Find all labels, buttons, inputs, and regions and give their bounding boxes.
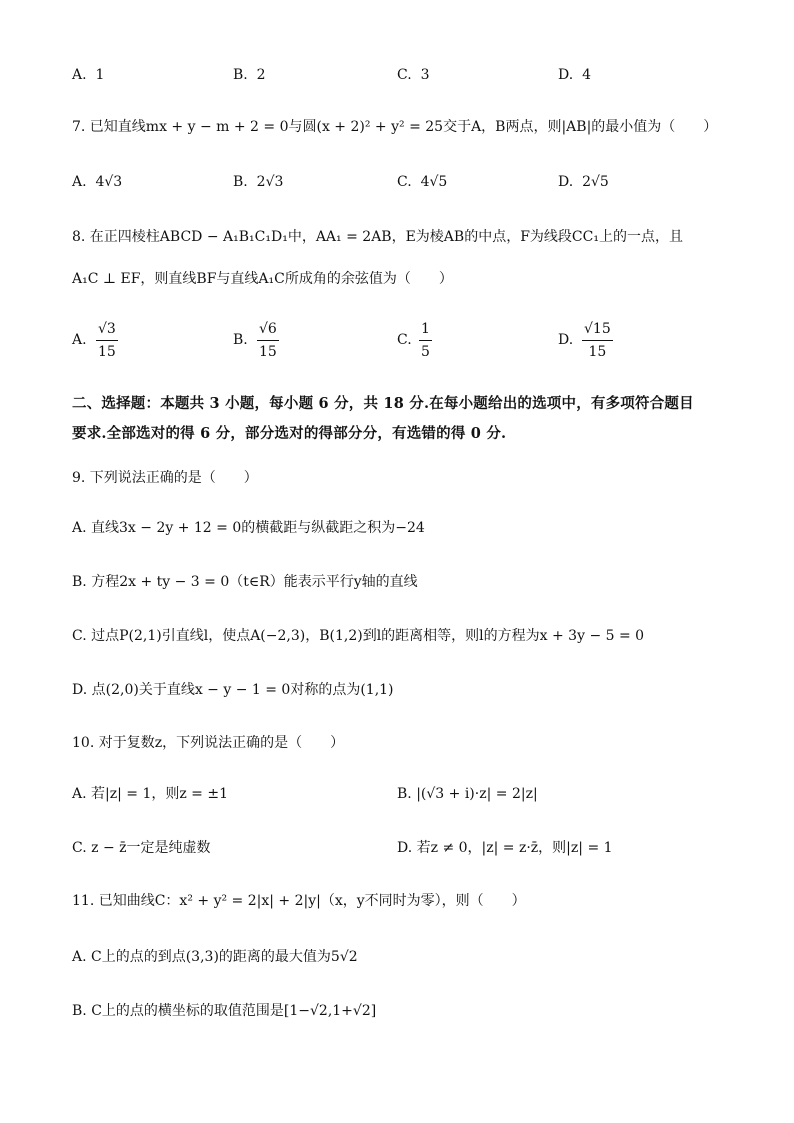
- q7-option-d: D. 2√5: [558, 174, 609, 190]
- q6-option-d: D. 4: [558, 67, 592, 83]
- q8-stem-line2: A₁C ⊥ EF，则直线BF与直线A₁C所成角的余弦值为（ ）: [72, 271, 453, 287]
- fraction: $\frac{√15}{15}$: [584, 321, 611, 360]
- q10-option-b: B. |(√3 + i)·z| = 2|z|: [397, 786, 538, 802]
- q9-option-d: D. 点(2,0)关于直线x − y − 1 = 0对称的点为(1,1): [72, 682, 394, 698]
- section-heading-line2: 要求.全部选对的得 6 分，部分选对的得部分分，有选错的得 0 分.: [72, 425, 507, 442]
- q8-option-c: C. $\frac{1}{5}$: [397, 321, 430, 360]
- q11-stem: 11. 已知曲线C：x² + y² = 2|x| + 2|y|（x，y不同时为零），则（ ）: [72, 893, 526, 909]
- fraction: $\frac{√3}{15}$: [98, 321, 116, 360]
- q8-option-b: B. $\frac{√6}{15}$: [233, 321, 277, 360]
- q10-option-c: C. z − z̄一定是纯虚数: [72, 840, 211, 856]
- q7-stem: 7. 已知直线mx + y − m + 2 = 0与圆(x + 2)² + y² = 25交于A，B两点，则|AB|的最小值为（ ）: [72, 119, 718, 135]
- q7-option-a: A. 4√3: [72, 174, 123, 190]
- q8-option-a: A. $\frac{√3}{15}$: [72, 321, 116, 360]
- q9-option-a: A. 直线3x − 2y + 12 = 0的横截距与纵截距之积为−24: [72, 520, 425, 536]
- q11-option-b: B. C上的点的横坐标的取值范围是[1−√2,1+√2]: [72, 1003, 377, 1019]
- q10-stem: 10. 对于复数z，下列说法正确的是（ ）: [72, 735, 345, 751]
- q11-option-a: A. C上的点的到点(3,3)的距离的最大值为5√2: [72, 949, 358, 965]
- q7-option-c: C. 4√5: [397, 174, 448, 190]
- q10-option-d: D. 若z ≠ 0，|z| = z·z̄，则|z| = 1: [397, 840, 613, 856]
- q6-option-c: C. 3: [397, 67, 430, 83]
- q7-option-b: B. 2√3: [233, 174, 284, 190]
- q6-option-b: B. 2: [233, 67, 266, 83]
- q9-option-b: B. 方程2x + ty − 3 = 0（t∈R）能表示平行y轴的直线: [72, 574, 418, 590]
- q8-option-d: D. $\frac{√15}{15}$: [558, 321, 611, 360]
- q9-stem: 9. 下列说法正确的是（ ）: [72, 470, 258, 486]
- q10-option-a: A. 若|z| = 1，则z = ±1: [72, 786, 229, 802]
- section-heading-line1: 二、选择题：本题共 3 小题，每小题 6 分，共 18 分.在每小题给出的选项中，有多项符合题目: [72, 395, 694, 412]
- q9-option-c: C. 过点P(2,1)引直线l，使点A(−2,3)，B(1,2)到l的距离相等，则l的方程为x + 3y − 5 = 0: [72, 628, 645, 644]
- fraction: $\frac{1}{5}$: [421, 321, 430, 360]
- q6-option-a: A. 1: [72, 67, 105, 83]
- fraction: $\frac{√6}{15}$: [259, 321, 277, 360]
- q8-stem-line1: 8. 在正四棱柱ABCD − A₁B₁C₁D₁中，AA₁ = 2AB，E为棱AB的中点，F为线段CC₁上的一点，且: [72, 229, 683, 245]
